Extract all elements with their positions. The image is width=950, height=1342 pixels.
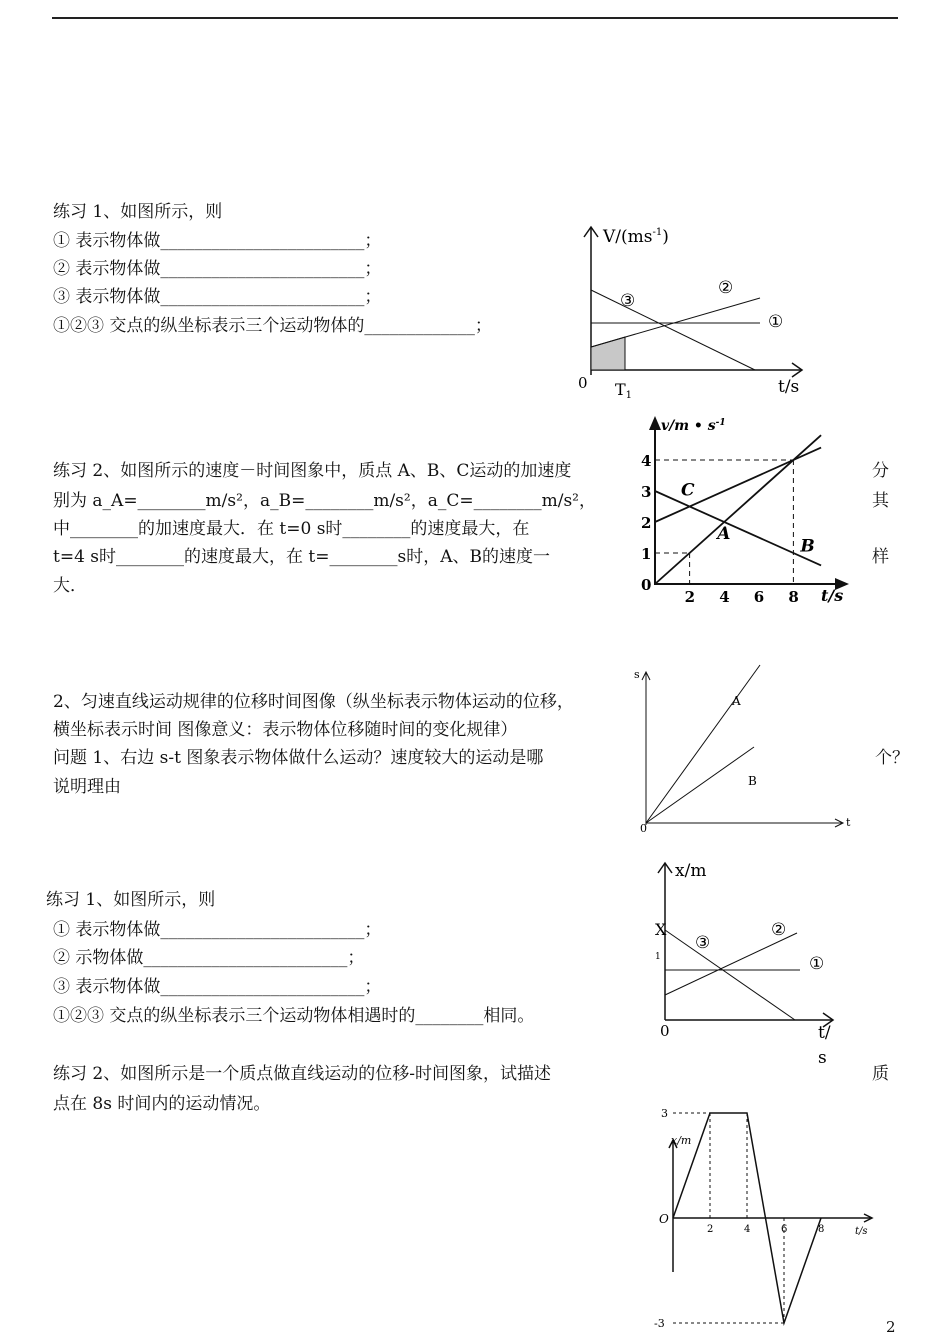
ex1-curve-1-label: ① <box>768 312 784 332</box>
ex4-xtick-4: 4 <box>744 1224 751 1235</box>
ex1-t1-label: T1 <box>615 380 633 401</box>
ex3-title: 练习 1、如图所示，则 <box>46 890 216 910</box>
ex2-label-a: A <box>717 524 731 545</box>
sec2-st-graph <box>628 660 858 840</box>
ex1-origin: 0 <box>578 374 588 392</box>
sec2-xlabel: t <box>846 816 851 829</box>
ex4-ytick-3: 3 <box>661 1107 668 1120</box>
ex3-x1-label: X <box>655 920 667 939</box>
sec2-label-a: A <box>732 694 741 708</box>
ex2-y-arrow <box>649 416 661 430</box>
ex2-xtick-4: 4 <box>719 588 730 606</box>
ex2-side-2: 其 <box>872 491 889 511</box>
ex4-xlabel: t/s <box>855 1226 868 1237</box>
ex4-ylabel: x/m <box>671 1134 692 1147</box>
ex1-curve-2-label: ② <box>718 278 734 298</box>
ex2-xtick-2: 2 <box>684 588 696 606</box>
ex3-ylabel: x/m <box>675 861 707 881</box>
ex3-line-4: ①②③ 交点的纵坐标表示三个运动物体相遇时的________相同。 <box>53 1006 535 1026</box>
ex1-line-1: ① 表示物体做________________________； <box>53 231 382 251</box>
sec2-label-b: B <box>748 774 757 788</box>
sec2-line-b <box>646 747 754 823</box>
ex2-xlabel: t/s <box>821 586 844 605</box>
ex4-xtick-6: 6 <box>781 1224 788 1235</box>
header-rule <box>52 17 898 19</box>
ex4-xtick-2: 2 <box>707 1224 714 1235</box>
ex2-ytick-3: 3 <box>641 483 652 501</box>
ex1-vt-graph <box>570 215 820 400</box>
ex4-line-2: 点在 8s 时间内的运动情况。 <box>53 1094 271 1114</box>
ex3-curve-2-label: ② <box>771 920 787 940</box>
sec2-line-4: 说明理由 <box>53 777 121 797</box>
ex2-line-5: 大． <box>53 576 87 596</box>
ex1-xlabel: t/s <box>778 377 800 397</box>
ex2-line-1: 练习 2、如图所示的速度－时间图象中，质点 A、B、C运动的加速度 <box>53 461 572 481</box>
ex4-side: 质 <box>872 1064 889 1084</box>
ex2-ytick-0: 0 <box>641 576 652 594</box>
ex3-xlabel-a: t/ <box>818 1023 831 1043</box>
ex3-origin: 0 <box>660 1022 670 1040</box>
ex3-line-1: ① 表示物体做________________________； <box>53 920 382 940</box>
ex4-origin: O <box>659 1212 669 1226</box>
ex2-line-4: t=4 s时________的速度最大，在 t=________s时，A、B的速度一 <box>53 547 550 567</box>
sec2-line-3: 问题 1、右边 s-t 图象表示物体做什么运动？速度较大的运动是哪 <box>53 748 544 768</box>
ex4-line-1: 练习 2、如图所示是一个质点做直线运动的位移-时间图象，试描述 <box>53 1064 551 1084</box>
ex4-xtick-8: 8 <box>818 1224 825 1235</box>
ex2-ytick-1: 1 <box>641 545 652 563</box>
sec2-line-1: 2、匀速直线运动规律的位移时间图像（纵坐标表示物体运动的位移， <box>53 692 574 712</box>
page-number: 2 <box>886 1318 896 1336</box>
ex2-side-1: 分 <box>872 461 889 481</box>
ex3-xt-graph <box>645 855 845 1070</box>
ex3-xlabel-b: s <box>818 1048 827 1068</box>
sec2-side: 个？ <box>875 748 909 768</box>
ex1-title: 练习 1、如图所示，则 <box>53 202 223 222</box>
ex3-line-2-plot <box>665 933 797 995</box>
ex3-x1-sub: 1 <box>655 952 661 962</box>
ex2-line-2: 别为 a_A=________m/s²，a_B=________m/s²，a_C=________m/s²， <box>53 491 596 511</box>
ex1-ylabel: $V/(ms^{-1})$ <box>603 227 669 247</box>
ex2-label-b: B <box>800 536 815 557</box>
ex1-curve-3-label: ③ <box>620 291 636 311</box>
ex2-ytick-2: 2 <box>641 514 652 532</box>
ex1-line-4: ①②③ 交点的纵坐标表示三个运动物体的_____________； <box>53 316 492 336</box>
ex2-line-b <box>655 491 821 565</box>
sec2-origin: 0 <box>640 822 647 835</box>
ex3-line-3: ③ 表示物体做________________________； <box>53 977 382 997</box>
ex2-line-c <box>655 448 821 522</box>
ex1-line-3: ③ 表示物体做________________________； <box>53 287 382 307</box>
sec2-line-a <box>646 665 760 823</box>
ex3-curve-1-label: ① <box>809 954 825 974</box>
ex2-label-c: C <box>680 480 695 501</box>
ex3-line-2: ② 示物体做________________________； <box>53 948 365 968</box>
ex1-line-2: ② 表示物体做________________________； <box>53 259 382 279</box>
ex2-abc-graph <box>635 410 860 605</box>
ex4-ytick--3: -3 <box>654 1317 665 1330</box>
ex2-line-a <box>655 435 821 584</box>
ex2-xtick-6: 6 <box>753 588 765 606</box>
ex3-curve-3-label: ③ <box>695 933 711 953</box>
ex2-ytick-4: 4 <box>641 452 652 470</box>
ex2-ylabel: v/m • $s^{-1}$ <box>661 418 726 434</box>
ex2-side-3: 样 <box>872 547 889 567</box>
ex4-xt-graph <box>650 1107 880 1330</box>
ex2-line-3: 中________的加速度最大．在 t=0 s时________的速度最大，在 <box>53 519 530 539</box>
sec2-line-2: 横坐标表示时间 图像意义：表示物体位移随时间的变化规律） <box>53 720 518 740</box>
sec2-ylabel: s <box>634 668 640 681</box>
ex2-xtick-8: 8 <box>788 588 799 606</box>
